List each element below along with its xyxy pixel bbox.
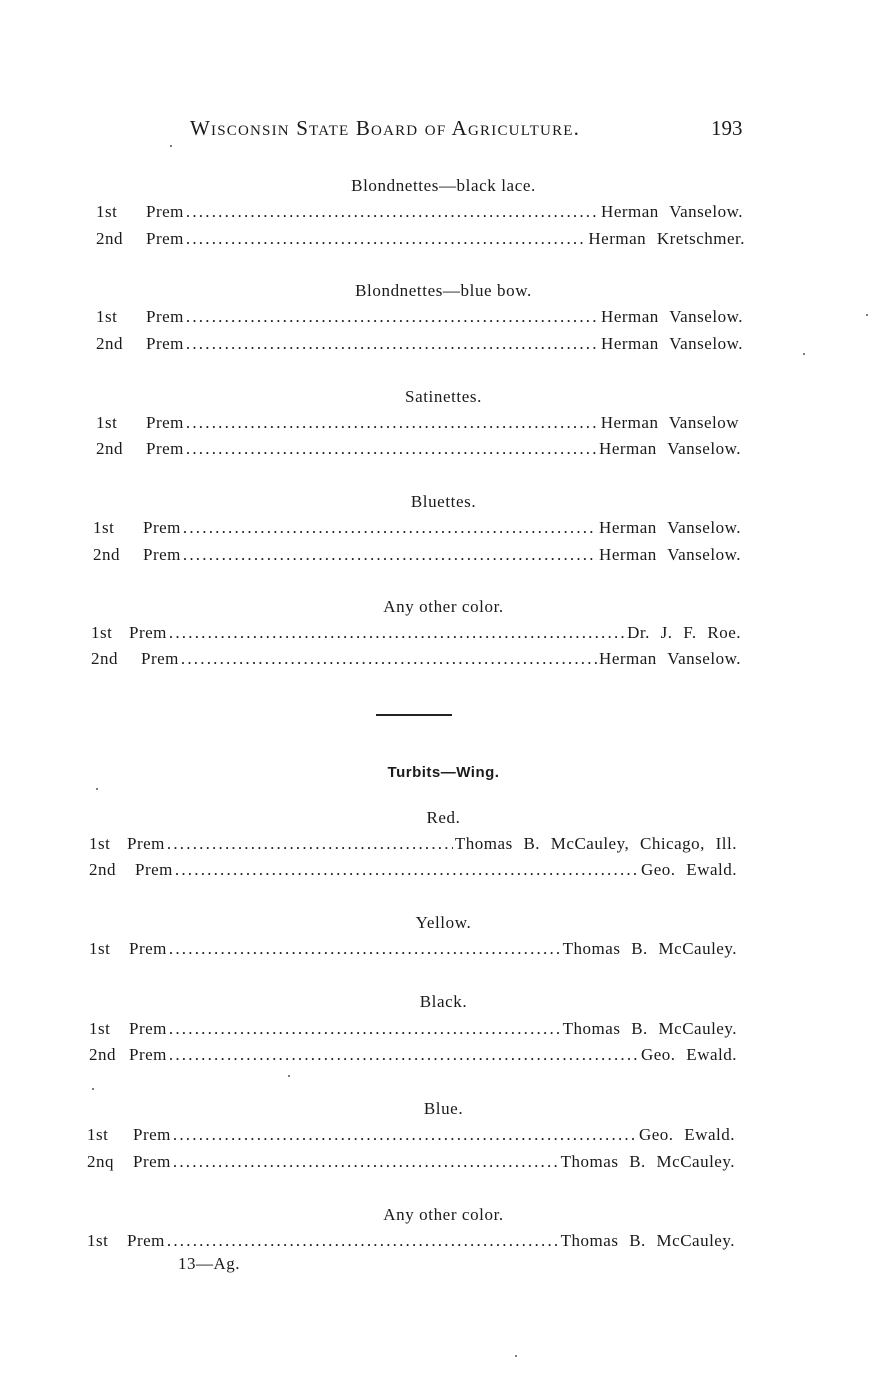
- dot-leader: [167, 834, 453, 854]
- section-divider-rule: [376, 714, 452, 716]
- section-heading: Any other color.: [383, 1205, 504, 1224]
- dot-leader: [169, 939, 561, 959]
- premium-entry: [96, 229, 745, 255]
- entry-winner: Herman Vanselow.: [599, 649, 741, 668]
- dot-leader: [186, 439, 597, 459]
- entry-winner: Dr. J. F. Roe.: [627, 623, 741, 642]
- entry-place: 1st: [87, 1125, 109, 1144]
- dot-leader: [181, 649, 597, 669]
- premium-entry: [96, 439, 741, 465]
- premium-entry: [93, 545, 741, 571]
- entry-label: Prem: [129, 1019, 167, 1038]
- entry-label: Prem: [143, 518, 181, 537]
- entry-label: Prem: [135, 860, 173, 879]
- dot-leader: [183, 518, 597, 538]
- dot-leader: [169, 1019, 561, 1039]
- entry-place: 1st: [89, 939, 111, 958]
- entry-label: Prem: [146, 229, 184, 248]
- running-head-title: Wisconsin State Board of Agriculture.: [190, 116, 581, 140]
- entry-label: Prem: [133, 1152, 171, 1171]
- entry-place: 2nq: [87, 1152, 114, 1171]
- entry-winner: Thomas B. McCauley.: [560, 1152, 735, 1171]
- entry-winner: Herman Vanselow.: [599, 439, 741, 458]
- entry-winner: Geo. Ewald.: [640, 1045, 737, 1064]
- dot-leader: [186, 307, 599, 327]
- section-heading: Red.: [426, 808, 461, 827]
- entry-label: Prem: [127, 1231, 165, 1250]
- dot-leader: [173, 1125, 637, 1145]
- premium-entry: [91, 623, 741, 649]
- entry-winner: Herman Kretschmer.: [588, 229, 745, 248]
- paper-speck: [515, 1355, 517, 1357]
- entry-label: Prem: [129, 939, 167, 958]
- entry-place: 1st: [91, 623, 113, 642]
- category-heading: Turbits—Wing.: [387, 764, 500, 781]
- entry-winner: Herman Vanselow.: [601, 307, 743, 326]
- entry-label: Prem: [133, 1125, 171, 1144]
- premium-entry: [89, 1019, 737, 1045]
- section-heading: Bluettes.: [410, 492, 477, 511]
- dot-leader: [167, 1231, 559, 1251]
- dot-leader: [169, 1045, 639, 1065]
- entry-label: Prem: [127, 834, 165, 853]
- entry-place: 1st: [89, 1019, 111, 1038]
- entry-winner: Herman Vanselow.: [601, 334, 743, 353]
- paper-speck: [803, 353, 805, 355]
- entry-place: 1st: [96, 413, 118, 432]
- premium-entry: [91, 649, 741, 675]
- premium-entry: [96, 307, 743, 333]
- entry-winner: Thomas B. McCauley, Chicago, Ill.: [454, 834, 737, 853]
- dot-leader: [173, 1152, 559, 1172]
- entry-place: 1st: [96, 307, 118, 326]
- entry-place: 2nd: [96, 439, 123, 458]
- entry-winner: Herman Vanselow: [600, 413, 739, 432]
- entry-winner: Herman Vanselow.: [601, 202, 743, 221]
- entry-place: 1st: [89, 834, 111, 853]
- premium-entry: [96, 413, 739, 439]
- premium-entry: [89, 1045, 737, 1071]
- entry-label: Prem: [146, 413, 184, 432]
- section-heading: Any other color.: [383, 597, 504, 616]
- entry-winner: Geo. Ewald.: [638, 1125, 735, 1144]
- entry-winner: Geo. Ewald.: [640, 860, 737, 879]
- premium-entry: [96, 334, 743, 360]
- section-heading: Blondnettes—black lace.: [351, 176, 536, 195]
- paper-speck: [866, 314, 868, 316]
- premium-entry: [93, 518, 741, 544]
- entry-winner: Thomas B. McCauley.: [560, 1231, 735, 1250]
- entry-place: 2nd: [93, 545, 120, 564]
- entry-winner: Herman Vanselow.: [599, 545, 741, 564]
- entry-place: 2nd: [91, 649, 118, 668]
- entry-winner: Thomas B. McCauley.: [562, 939, 737, 958]
- entry-label: Prem: [129, 1045, 167, 1064]
- entry-place: 2nd: [89, 860, 116, 879]
- entry-winner: Thomas B. McCauley.: [562, 1019, 737, 1038]
- dot-leader: [186, 229, 586, 249]
- section-heading: Blondnettes—blue bow.: [355, 281, 532, 300]
- entry-place: 1st: [96, 202, 118, 221]
- section-heading: Blue.: [423, 1099, 464, 1118]
- premium-entry: [89, 939, 737, 965]
- premium-entry: [87, 1152, 735, 1178]
- premium-entry: [89, 860, 737, 886]
- dot-leader: [186, 202, 599, 222]
- section-heading: Black.: [419, 992, 468, 1011]
- paper-speck: [96, 788, 98, 790]
- paper-speck: [288, 1075, 290, 1077]
- paper-speck: [170, 145, 172, 147]
- entry-label: Prem: [146, 439, 184, 458]
- section-heading: Satinettes.: [405, 387, 482, 406]
- entry-place: 2nd: [96, 229, 123, 248]
- entry-place: 2nd: [89, 1045, 116, 1064]
- dot-leader: [183, 545, 597, 565]
- entry-place: 2nd: [96, 334, 123, 353]
- entry-label: Prem: [146, 307, 184, 326]
- entry-label: Prem: [143, 545, 181, 564]
- premium-entry: [89, 834, 737, 860]
- page-header: [0, 116, 887, 152]
- section-heading: Yellow.: [415, 913, 472, 932]
- dot-leader: [175, 860, 639, 880]
- signature-mark: 13—Ag.: [178, 1254, 241, 1273]
- entry-label: Prem: [129, 623, 167, 642]
- dot-leader: [169, 623, 625, 643]
- dot-leader: [186, 413, 599, 433]
- premium-entry: [87, 1125, 735, 1151]
- entry-label: Prem: [141, 649, 179, 668]
- entry-label: Prem: [146, 334, 184, 353]
- entry-label: Prem: [146, 202, 184, 221]
- premium-entry: [96, 202, 743, 228]
- entry-winner: Herman Vanselow.: [599, 518, 741, 537]
- page-number: 193: [711, 116, 743, 140]
- paper-speck: [92, 1088, 94, 1090]
- entry-place: 1st: [87, 1231, 109, 1250]
- entry-place: 1st: [93, 518, 115, 537]
- dot-leader: [186, 334, 599, 354]
